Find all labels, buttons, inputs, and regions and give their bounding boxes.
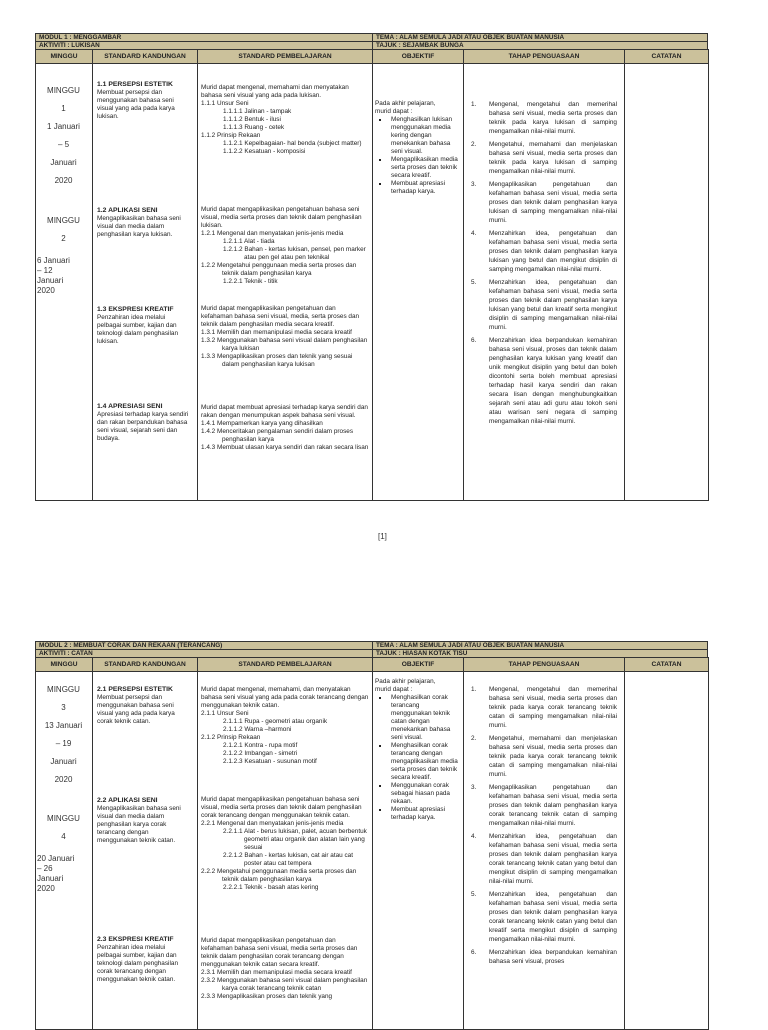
sp-line: 1.1.1.1 Jalinan - tampak	[223, 108, 292, 115]
page-number: [1]	[378, 532, 387, 541]
sk-title: 2.3 EKSPRESI KREATIF	[97, 936, 174, 943]
sp-line: 1.3.3 Mengaplikasikan proses dan teknik yang sesuai dalam penghasilan karya lukisan	[201, 353, 353, 368]
objektif-bullet: ▪ Menghasilkan corak terancang dengan mengaplikasikan media serta proses dan teknik secara kreatif.	[389, 742, 460, 782]
tahap-penguasaan	[471, 100, 617, 430]
tahap-number: 4.	[471, 833, 477, 840]
column-header: OBJEKTIF	[372, 657, 464, 672]
column-header: STANDARD KANDUNGAN	[92, 49, 198, 64]
tahap-text: Menzahirkan idea berpandukan kemahiran bahasa seni visual, proses	[489, 949, 617, 965]
tahap-item	[471, 832, 617, 886]
week-line: MINGGU	[47, 216, 80, 225]
column-header: CATATAN	[624, 49, 709, 64]
standard-kandungan	[97, 306, 190, 346]
tahap-item	[471, 685, 617, 730]
sp-line: 1.3.2 Menggunakan bahasa seni visual dalam penghasilan karya lukisan	[201, 337, 368, 352]
tahap-text: Menzahirkan idea, pengetahuan dan kefahaman bahasa seni visual, media serta proses dan teknik dalam penghasilan karya lukisan yang betul dan mengikut disiplin di samping mengamalkan nilai-nilai murni.	[489, 230, 617, 273]
sp-line: 2.2.1.1 Alat - berus lukisan, palet, acuan berbentuk geometri atau organik dan alatan lain yang sesuai	[223, 828, 367, 851]
objektif-bullet: ▪ Menggunakan corak sebagai hiasan pada rekaan.	[389, 782, 460, 806]
objektif-bullet: ▪ Menghasilkan corak terancang menggunakan teknik catan dengan menekankan bahasa seni visual.	[389, 694, 460, 742]
sp-line: Murid dapat mengenal, memahami, dan menyatakan bahasa seni visual yang ada pada corak terancang dengan menggunakan teknik catan.	[201, 686, 369, 709]
tajuk-label: TAJUK : SEJAMBAK BUNGA	[372, 41, 708, 50]
column-header: TAHAP PENGUASAAN	[463, 49, 625, 64]
standard-kandungan	[97, 403, 190, 443]
sp-line: 2.1.1.2 Warna –harmoni	[223, 726, 292, 733]
sp-line: Murid dapat mengaplikasikan pengetahuan dan kefahaman bahasa seni visual, media serta proses dan teknik dalam penghasilan corak terancang dengan menggunakan teknik catan secara kreatif.	[201, 937, 358, 968]
tahap-number: 5.	[471, 279, 477, 286]
aktiviti-label: AKTIVITI : CATAN	[35, 649, 373, 658]
sp-line: 1.4.2 Menceritakan pengalaman sendiri dalam proses penghasilan karya	[201, 428, 354, 443]
sp-line: 2.2.2 Mengetahui penggunaan media serta proses dan teknik dalam penghasilan karya	[201, 868, 357, 883]
column-header: STANDARD KANDUNGAN	[92, 657, 198, 672]
sp-line: 1.3.1 Memilih dan memanipulasi media secara kreatif	[201, 329, 352, 336]
week-cell	[35, 212, 92, 296]
objektif-bullet: ▪ Membuat apresiasi terhadap karya.	[389, 806, 460, 822]
sk-text: Apresiasi terhadap karya sendiri dan rakan berpandukan bahasa seni visual, sejarah seni dan budaya.	[97, 411, 189, 442]
column-body	[624, 672, 709, 1030]
sk-title: 1.1 PERSEPSI ESTETIK	[97, 81, 173, 88]
objektif-bullet: ▪ Menghasilkan lukisan menggunakan media kering dengan menekankan bahasa seni visual.	[389, 116, 460, 156]
week-cell	[35, 810, 92, 894]
modul-title: MODUL 2 : MEMBUAT CORAK DAN REKAAN (TERANCANG)	[35, 641, 373, 650]
modul-title: MODUL 1 : MENGGAMBAR	[35, 33, 373, 42]
week-line: 2020	[54, 176, 73, 185]
sp-line: 2.1.2.1 Kontra - rupa motif	[223, 742, 298, 749]
week-line: – 5	[57, 140, 70, 149]
standard-pembelajaran	[201, 206, 369, 286]
week-line: 2	[61, 234, 66, 243]
sp-line: 2.3.3 Mengaplikasikan proses dan teknik yang	[201, 993, 333, 1000]
sp-line: 1.2.2 Mengetahui penggunaan media serta proses dan teknik dalam penghasilan karya	[201, 262, 357, 277]
column-header: MINGGU	[35, 49, 93, 64]
sp-line: Murid dapat membuat apresiasi terhadap karya sendiri dan rakan dengan menumpukan aspek bahasa seni visual.	[201, 404, 368, 419]
sp-line: 1.1.2.2 Kesatuan - komposisi	[223, 148, 306, 155]
sk-text: Mengaplikasikan bahasa seni visual dan media dalam penghasilan karya lukisan.	[97, 215, 181, 238]
sp-line: 1.1.2.1 Kepelbagaian- hal benda (subject matter)	[223, 140, 362, 147]
standard-pembelajaran	[201, 796, 369, 892]
sp-line: 2.2.1.2 Bahan - kertas lukisan, cat air atau cat poster atau cat tempera	[223, 852, 354, 867]
objektif-bullet: ▪ Mengaplikasikan media serta proses dan teknik secara kreatif.	[389, 156, 460, 180]
objektif-intro: Pada akhir pelajaran, murid dapat :	[375, 100, 436, 115]
week-line: 1 Januari	[47, 122, 80, 131]
standard-pembelajaran	[201, 404, 369, 452]
week-line: 2020	[54, 775, 73, 784]
sp-line: 1.2.2.1 Teknik - titik	[223, 278, 278, 285]
sp-line: 2.3.1 Memilih dan memanipulasi media secara kreatif	[201, 969, 352, 976]
tahap-text: Mengetahui, memahami dan menjelaskan bahasa seni visual, media serta proses dan teknik pada karya lukisan di samping mengamalkan nilai-nilai murni.	[489, 141, 617, 175]
sk-text: Membuat persepsi dan menggunakan bahasa seni visual yang ada pada karya corak teknik catan.	[97, 694, 175, 725]
standard-pembelajaran	[201, 937, 369, 1001]
sk-title: 1.3 EKSPRESI KREATIF	[97, 306, 174, 313]
sp-line: 2.2.1 Mengenal dan menyatakan jenis-jenis media	[201, 820, 344, 827]
week-line: 13 Januari	[44, 721, 83, 730]
week-line: 3	[61, 703, 66, 712]
week-cell	[35, 681, 92, 789]
week-line: Januari	[50, 757, 77, 766]
column-body	[624, 64, 709, 501]
sp-line: 1.1.1.2 Bentuk - ilusi	[223, 116, 281, 123]
tahap-number: 3.	[471, 181, 477, 188]
week-line: – 19	[55, 739, 72, 748]
module-2-table	[35, 641, 708, 1030]
column-header: STANDARD PEMBELAJARAN	[197, 657, 373, 672]
tahap-number: 2.	[471, 735, 477, 742]
sp-line: Murid dapat mengaplikasikan pengetahuan bahasa seni visual, media serta proses dan teknik dalam penghasilan lukisan.	[201, 206, 362, 229]
tema-label: TEMA : ALAM SEMULA JADI ATAU OBJEK BUATAN MANUSIA	[372, 33, 708, 42]
tahap-item	[471, 783, 617, 828]
sp-line: 1.2.1 Mengenal dan menyatakan jenis-jenis media	[201, 230, 344, 237]
tahap-item	[471, 100, 617, 136]
sp-line: 1.4.3 Membuat ulasan karya sendiri dan rakan secara lisan	[201, 444, 369, 451]
tahap-item	[471, 180, 617, 225]
tahap-text: Menzahirkan idea, pengetahuan dan kefahaman bahasa seni visual, media serta proses dan teknik dalam penghasilan karya lukisan yang betul dan kreatif serta mengikut disiplin di samping mengamalkan nilai-nilai murni.	[489, 279, 617, 331]
week-date-line: 2020	[37, 884, 55, 893]
sp-line: 2.1.2 Prinsip Rekaan	[201, 734, 261, 741]
objektif	[375, 100, 460, 196]
sp-line: 1.2.1.2 Bahan - kertas lukisan, pensel, pen marker atau pen gel atau pen teknikal	[223, 246, 366, 261]
sp-line: 1.1.1 Unsur Seni	[201, 100, 249, 107]
week-date-line: 6 Januari	[37, 256, 70, 265]
tahap-item	[471, 229, 617, 274]
standard-pembelajaran	[201, 305, 369, 369]
objektif-intro: Pada akhir pelajaran, murid dapat :	[375, 678, 436, 693]
sp-line: 2.1.2.2 Imbangan - simetri	[223, 750, 298, 757]
tahap-text: Mengenal, mengetahui dan memerihal bahasa seni visual, media serta proses dan teknik pada karya corak terancang teknik catan di samping mengamalkan nilai-nilai murni.	[489, 686, 617, 729]
tahap-item	[471, 948, 617, 966]
sp-line: 2.3.2 Menggunakan bahasa seni visual dalam penghasilan karya corak terancang teknik catan	[201, 977, 368, 992]
tahap-number: 1.	[471, 101, 477, 108]
tahap-text: Mengenal, mengetahui dan memerihal bahasa seni visual, media serta proses dan teknik pada karya lukisan di samping mengamalkan nilai-nilai murni.	[489, 101, 617, 135]
standard-kandungan	[97, 686, 190, 726]
tahap-number: 3.	[471, 784, 477, 791]
sp-line: Murid dapat mengenal, memahami dan menyatakan bahasa seni visual yang ada pada lukisan.	[201, 84, 349, 99]
tema-label: TEMA : ALAM SEMULA JADI ATAU OBJEK BUATAN MANUSIA	[372, 641, 708, 650]
tahap-text: Menzahirkan idea berpandukan kemahiran bahasa seni visual, proses dan teknik dalam penghasilan karya lukisan yang kreatif dan unik mengikut disiplin yang betul dan boleh dicontohi serta boleh membuat apresiasi terhadap hasil karya sendiri dan rakan secara lisan dengan menghubungkaitkan sejarah seni atau adi guru atau tokoh seni atau warisan seni negara di samping mengamalkan nilai-nilai murni.	[489, 337, 617, 425]
tahap-number: 5.	[471, 891, 477, 898]
tahap-number: 4.	[471, 230, 477, 237]
sk-text: Penzahiran idea melalui pelbagai sumber, kajian dan teknologi dalam penghasilan lukisan.	[97, 314, 179, 345]
column-header: MINGGU	[35, 657, 93, 672]
week-line: MINGGU	[47, 814, 80, 823]
week-dates	[35, 854, 92, 894]
week-line: 4	[61, 832, 66, 841]
tahap-penguasaan	[471, 685, 617, 970]
sp-line: 2.1.1 Unsur Seni	[201, 710, 249, 717]
sk-text: Penzahiran idea melalui pelbagai sumber, kajian dan teknologi dalam penghasilan corak terancang dengan menggunakan teknik catan.	[97, 944, 179, 983]
tahap-number: 2.	[471, 141, 477, 148]
tahap-text: Menzahirkan idea, pengetahuan dan kefahaman bahasa seni visual, media serta proses dan teknik dalam penghasilan karya corak terancang teknik catan yang betul dan mengikut disiplin di samping mengamalkan nilai-nilai murni.	[489, 833, 617, 885]
tahap-item	[471, 890, 617, 944]
objektif-list	[375, 694, 460, 822]
tahap-text: Mengaplikasikan pengetahuan dan kefahaman bahasa seni visual, media serta proses dan teknik dalam penghasilan karya corak terancang teknik catan di samping mengamalkan nilai-nilai murni.	[489, 784, 617, 827]
standard-kandungan	[97, 936, 190, 984]
tahap-item	[471, 140, 617, 176]
aktiviti-label: AKTIVITI : LUKISAN	[35, 41, 373, 50]
tajuk-label: TAJUK : HIASAN KOTAK TISU	[372, 649, 708, 658]
standard-kandungan	[97, 797, 190, 845]
week-dates	[35, 256, 92, 296]
week-date-line: Januari	[37, 276, 64, 285]
sp-line: 2.1.2.3 Kesatuan - susunan motif	[223, 758, 317, 765]
week-date-line: – 26	[37, 864, 53, 873]
column-header: STANDARD PEMBELAJARAN	[197, 49, 373, 64]
sk-text: Mengaplikasikan bahasa seni visual dan media dalam penghasilan karya corak terancang dengan menggunakan teknik catan.	[97, 805, 181, 844]
sp-line: 2.2.2.1 Teknik - basah atas kering	[223, 884, 319, 891]
sk-title: 1.2 APLIKASI SENI	[97, 207, 158, 214]
tahap-item	[471, 734, 617, 779]
sk-title: 2.2 APLIKASI SENI	[97, 797, 158, 804]
column-header: OBJEKTIF	[372, 49, 464, 64]
sp-line: Murid dapat mengaplikasikan pengetahuan bahasa seni visual, media serta proses dan teknik dalam penghasilan corak terancang dengan menggunakan teknik catan.	[201, 796, 362, 819]
tahap-item	[471, 278, 617, 332]
tahap-number: 6.	[471, 337, 477, 344]
week-date-line: Januari	[37, 874, 64, 883]
objektif	[375, 678, 460, 822]
week-date-line: 20 Januari	[37, 854, 75, 863]
sp-line: 1.4.1 Mempamerkan karya yang dihasilkan	[201, 420, 323, 427]
sp-line: 1.1.1.3 Ruang - cetek	[223, 124, 285, 131]
week-line: MINGGU	[47, 685, 80, 694]
objektif-bullet: ▪ Membuat apresiasi terhadap karya.	[389, 180, 460, 196]
sk-title: 2.1 PERSEPSI ESTETIK	[97, 686, 173, 693]
standard-kandungan	[97, 207, 190, 239]
sk-text: Membuat persepsi dan menggunakan bahasa seni visual yang ada pada karya lukisan.	[97, 89, 175, 120]
sp-line: 1.2.1.1 Alat - tiada	[223, 238, 275, 245]
tahap-number: 6.	[471, 949, 477, 956]
tahap-text: Menzahirkan idea, pengetahuan dan kefahaman bahasa seni visual, media serta proses dan teknik dalam penghasilan karya corak terancang teknik catan yang betul dan kreatif serta mengikut disiplin di samping mengamalkan nilai-nilai murni.	[489, 891, 617, 943]
standard-pembelajaran	[201, 686, 369, 766]
sp-line: 1.1.2 Prinsip Rekaan	[201, 132, 261, 139]
objektif-list	[375, 116, 460, 196]
week-line: Januari	[50, 158, 77, 167]
column-header: CATATAN	[624, 657, 709, 672]
tahap-text: Mengetahui, memahami dan menjelaskan bahasa seni visual, media serta proses dan teknik pada karya corak terancang teknik catan di samping mengamalkan nilai-nilai murni.	[489, 735, 617, 778]
week-date-line: – 12	[37, 266, 53, 275]
column-header: TAHAP PENGUASAAN	[463, 657, 625, 672]
week-line: 1	[61, 104, 66, 113]
week-date-line: 2020	[37, 286, 55, 295]
sp-line: 2.1.1.1 Rupa - geometri atau organik	[223, 718, 328, 725]
standard-kandungan	[97, 81, 190, 121]
sp-line: Murid dapat mengaplikasikan pengetahuan dan kefahaman bahasa seni visual, media, serta proses dan teknik dalam penghasilan media secara kreatif.	[201, 305, 360, 328]
tahap-number: 1.	[471, 686, 477, 693]
standard-pembelajaran	[201, 84, 369, 156]
week-cell	[35, 82, 92, 190]
week-line: MINGGU	[47, 86, 80, 95]
tahap-text: Mengaplikasikan pengetahuan dan kefahaman bahasa seni visual, media serta proses dan teknik dalam penghasilan karya lukisan di samping mengamalkan nilai-nilai murni.	[489, 181, 617, 224]
module-1-table	[35, 33, 708, 501]
tahap-item	[471, 336, 617, 426]
sk-title: 1.4 APRESIASI SENI	[97, 403, 163, 410]
